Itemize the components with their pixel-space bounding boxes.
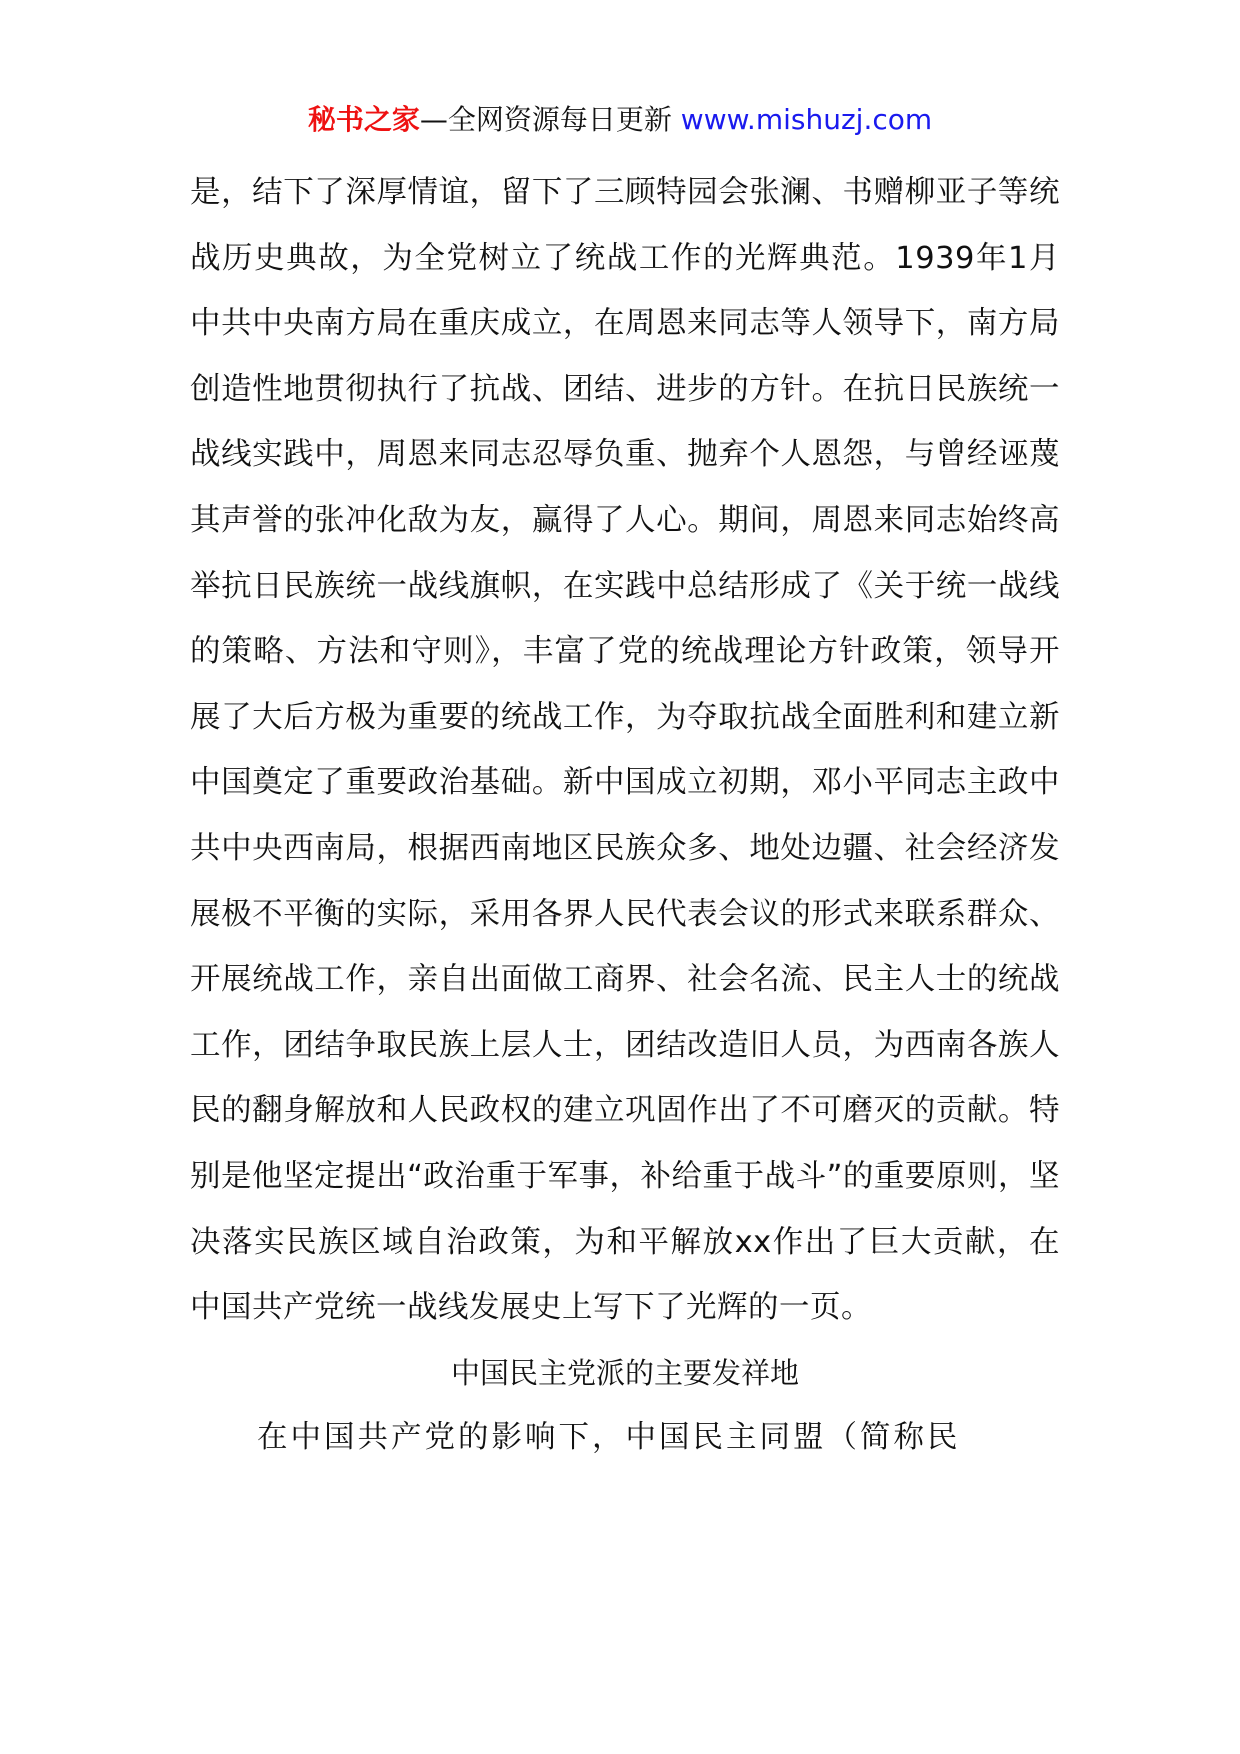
page-header	[0, 100, 1240, 140]
brand-name: 秘书之家	[307, 103, 420, 136]
body-paragraph: 在中国共产党的影响下，中国民主同盟（简称民	[257, 1419, 961, 1455]
body-paragraph: 是，结下了深厚情谊，留下了三顾特园会张澜、书赠柳亚子等统战历史典故，为全党树立了统战工作的光辉典范。1939年1月中共中央南方局在重庆成立，在周恩来同志等人领导下，南方局创造性地贯彻执行了抗战、团结、进步的方针。在抗日民族统一战线实践中，周恩来同志忍辱负重、抛弃个人恩怨，与曾经诬蔑其声誉的张冲化敌为友，赢得了人心。期间，周恩来同志始终高举抗日民族统一战线旗帜，在实践中总结形成了《关于统一战线的策略、方法和守则》，丰富了党的统战理论方针政策，领导开展了大后方极为重要的统战工作，为夺取抗战全面胜利和建立新中国奠定了重要政治基础。新中国成立初期，邓小平同志主政中共中央西南局，根据西南地区民族众多、地处边疆、社会经济发展极不平衡的实际，采用各界人民代表会议的形式来联系群众、开展统战工作，亲自出面做工商界、社会名流、民主人士的统战工作，团结争取民族上层人士，团结改造旧人员，为西南各族人民的翻身解放和人民政权的建立巩固作出了不可磨灭的贡献。特别是他坚定提出“政治重于军事，补给重于战斗”的重要原则，坚决落实民族区域自治政策，为和平解放xx作出了巨大贡献，在中国共产党统一战线发展史上写下了光辉的一页。	[190, 175, 1060, 1326]
document-body	[190, 160, 1060, 1470]
section-heading: 中国民主党派的主要发祥地	[450, 1355, 799, 1390]
website-link[interactable]: www.mishuzj.com	[680, 103, 933, 136]
header-tagline: —全网资源每日更新	[419, 103, 672, 136]
